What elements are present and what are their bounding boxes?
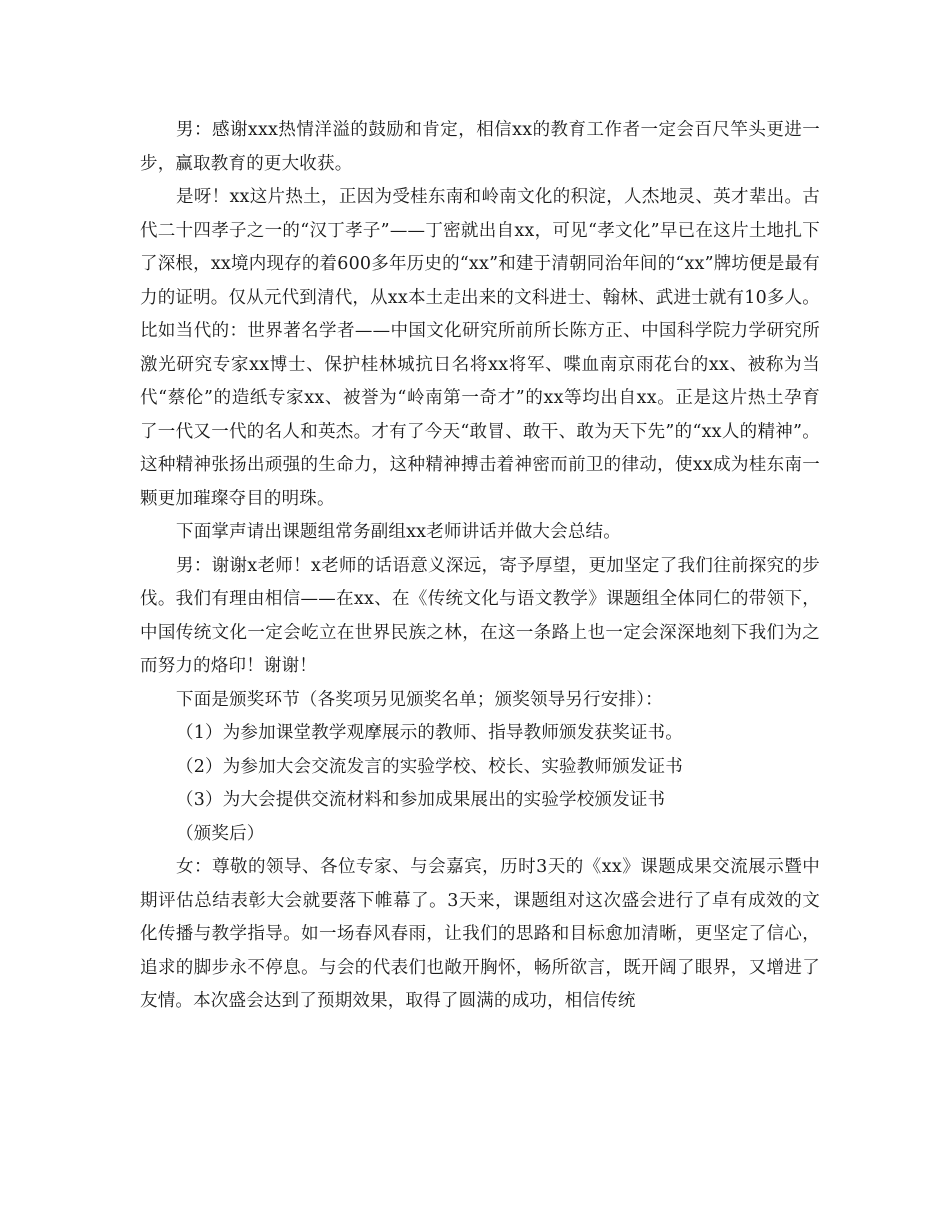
paragraph: 下面掌声请出课题组常务副组xx老师讲话并做大会总结。 bbox=[176, 522, 621, 542]
document-page bbox=[140, 114, 820, 1019]
paragraph: 男：感谢xxx热情洋溢的鼓励和肯定，相信xx的教育工作者一定会百尺竿头更进一步，赢取教育的更大收获。 bbox=[140, 120, 820, 174]
award-item: （3）为大会提供交流材料和参加成果展出的实验学校颁发证书 bbox=[176, 790, 666, 810]
paragraph: 下面是颁奖环节（各奖项另见颁奖名单；颁奖领导另行安排）： bbox=[176, 689, 663, 710]
paragraph: 是呀！xx这片热土，正因为受桂东南和岭南文化的积淀，人杰地灵、英才辈出。古代二十四孝子之一的“汉丁孝子”——丁密就出自xx，可见“孝文化”早已在这片土地扎下了深根，xx境内现存的着600多年历史的“xx”和建于清朝同治年间的“xx”牌坊便是最有力的证明。仅从元代到清代，从xx本土走出来的文科进士、翰林、武进士就有10多人。比如当代的：世界著名学者——中国文化研究所前所长陈方正、中国科学院力学研究所激光研究专家xx博士、保护桂林城抗日名将xx将军、喋血南京雨花台的xx、被称为当代“蔡伦”的造纸专家xx、被誉为“岭南第一奇才”的xx等均出自xx。正是这片热土孕育了一代又一代的名人和英杰。才有了今天“敢冒、敢干、敢为天下先”的“xx人的精神”。这种精神张扬出顽强的生命力，这种精神搏击着神密而前卫的律动，使xx成为桂东南一颗更加璀璨夺目的明珠。 bbox=[140, 187, 821, 509]
paragraph: 女：尊敬的领导、各位专家、与会嘉宾，历时3天的《xx》课题成果交流展示暨中期评估总结表彰大会就要落下帷幕了。3天来，课题组对这次盛会进行了卓有成效的文化传播与教学指导。如一场春风春雨，让我们的思路和目标愈加清晰，更坚定了信心，追求的脚步永不停息。与会的代表们也敞开胸怀，畅所欲言，既开阔了眼界，又增进了友情。本次盛会达到了预期效果，取得了圆满的成功，相信传统 bbox=[140, 857, 820, 1011]
paragraph: （颁奖后） bbox=[176, 823, 265, 844]
paragraph: 男：谢谢x老师！x老师的话语意义深远，寄予厚望，更加坚定了我们往前探究的步伐。我们有理由相信——在xx、在《传统文化与语文教学》课题组全体同仁的带领下，中国传统文化一定会屹立在世界民族之林，在这一条路上也一定会深深地刻下我们为之而努力的烙印！谢谢！ bbox=[140, 555, 820, 676]
award-item: （2）为参加大会交流发言的实验学校、校长、实验教师颁发证书 bbox=[176, 756, 683, 777]
award-item: （1）为参加课堂教学观摩展示的教师、指导教师颁发获奖证书。 bbox=[176, 723, 683, 743]
